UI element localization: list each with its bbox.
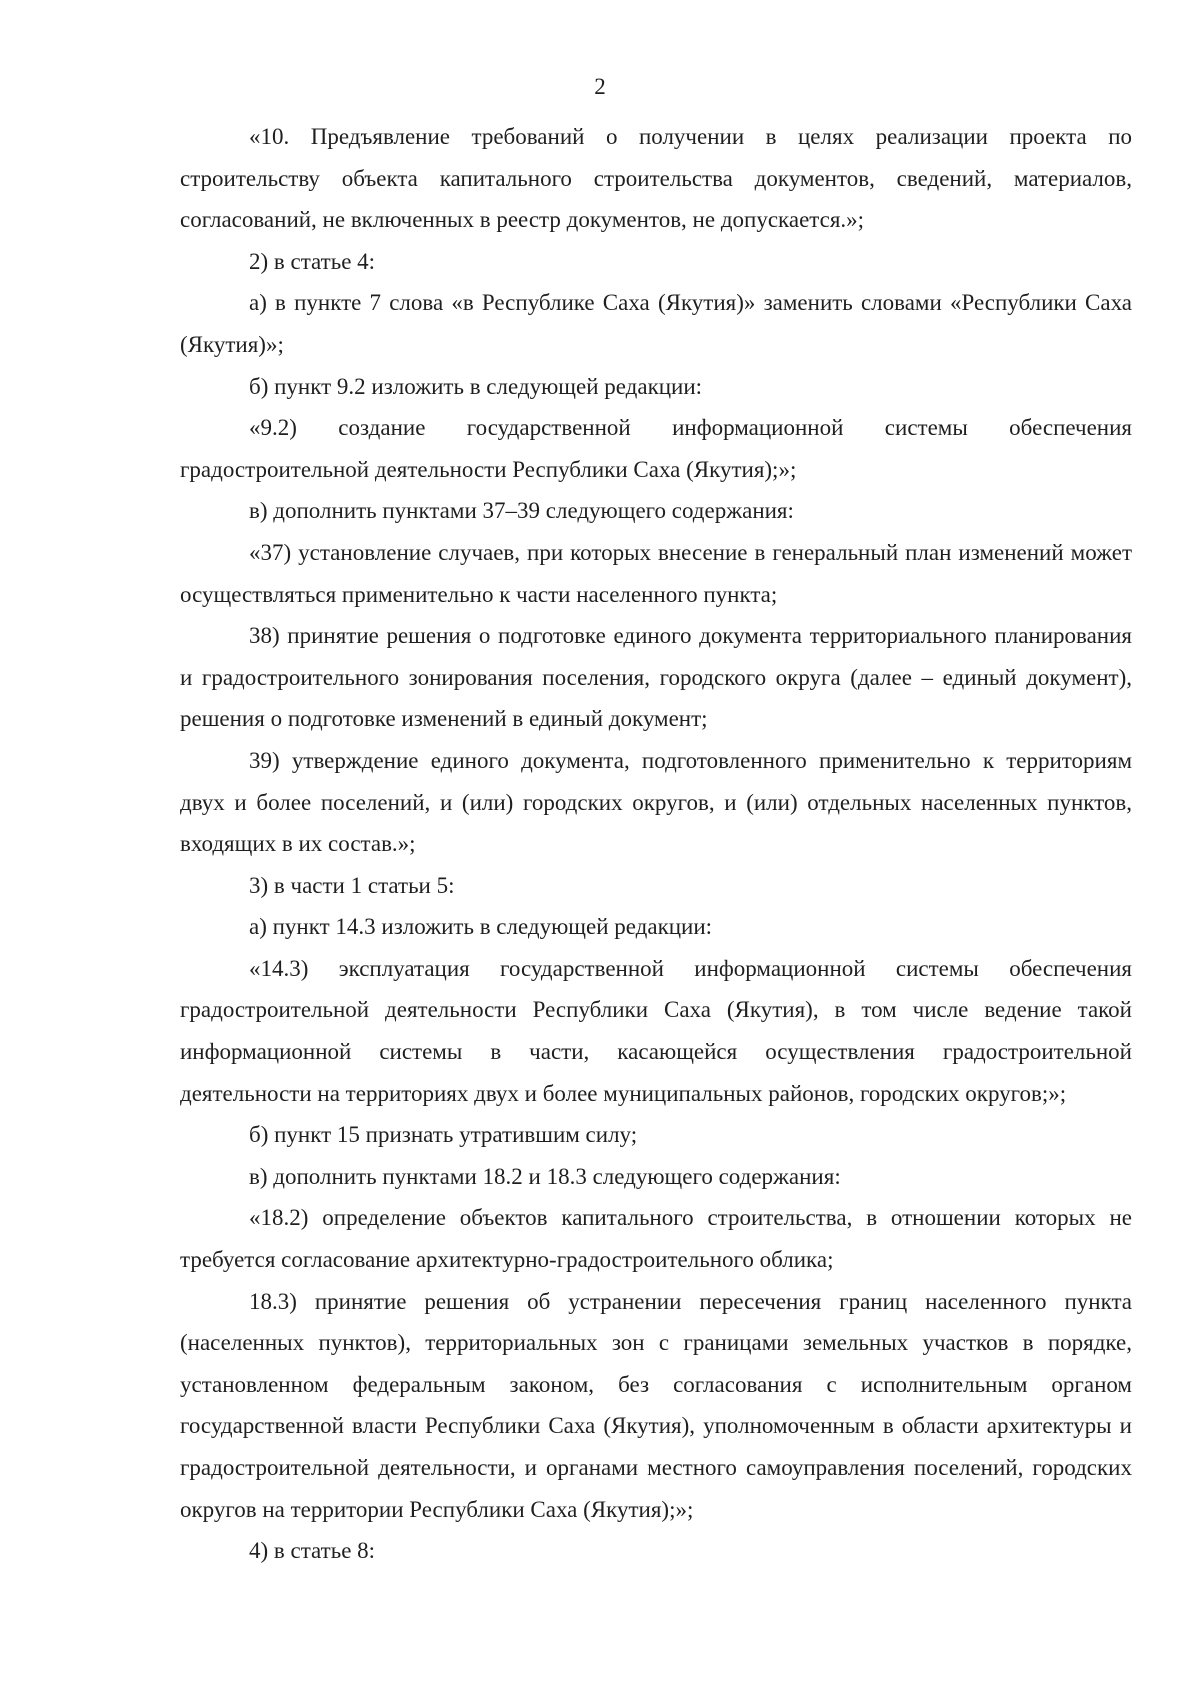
paragraph: 2) в статье 4:: [249, 248, 376, 274]
paragraph: «37) установление случаев, при которых внесение в генеральный план изменений может осуществляться применительно к части населенного пункта;: [180, 539, 1132, 607]
paragraph: 18.3) принятие решения об устранении пересечения границ населенного пункта (населенных пунктов), территориальных зон с границами земельных участков в порядке, установленном федеральным законом, без согласования с исполнительным органом государственной власти Республики Саха (Якутия), уполномоченным в области архитектуры и градостроительной деятельности, и органами местного самоуправления поселений, городских округов на территории Республики Саха (Якутия);»;: [180, 1288, 1132, 1522]
page-number: 2: [594, 74, 606, 99]
paragraph: б) пункт 9.2 изложить в следующей редакции:: [249, 373, 703, 399]
paragraph: в) дополнить пунктами 18.2 и 18.3 следующего содержания:: [249, 1163, 841, 1189]
paragraph: в) дополнить пунктами 37–39 следующего содержания:: [249, 498, 794, 524]
paragraph: 4) в статье 8:: [249, 1538, 376, 1564]
paragraph: 38) принятие решения о подготовке единого документа территориального планирования и градостроительного зонирования поселения, городского округа (далее – единый документ), решения о подготовке изменений в единый документ;: [180, 623, 1132, 732]
document-body: [180, 116, 1132, 1572]
paragraph: «18.2) определение объектов капитального строительства, в отношении которых не требуется согласование архитектурно-градостроительного облика;: [180, 1205, 1132, 1273]
paragraph: 39) утверждение единого документа, подготовленного применительно к территориям двух и более поселений, и (или) городских округов, и (или) отдельных населенных пунктов, входящих в их состав.»;: [180, 747, 1132, 857]
paragraph: «10. Предъявление требований о получении в целях реализации проекта по строительству объекта капитального строительства документов, сведений, материалов, согласований, не включенных в реестр документов, не допускается.»;: [180, 124, 1132, 233]
paragraph: б) пункт 15 признать утратившим силу;: [249, 1122, 638, 1148]
paragraph: 3) в части 1 статьи 5:: [249, 872, 455, 898]
paragraph: а) в пункте 7 слова «в Республике Саха (Якутия)» заменить словами «Республики Саха (Якутия)»;: [180, 290, 1132, 357]
paragraph: «14.3) эксплуатация государственной информационной системы обеспечения градостроительной деятельности Республики Саха (Якутия), в том числе ведение такой информационной системы в части, касающейся осуществления градостроительной деятельности на территориях двух и более муниципальных районов, городских округов;»;: [180, 955, 1132, 1106]
paragraph: «9.2) создание государственной информационной системы обеспечения градостроительной деятельности Республики Саха (Якутия);»;: [180, 415, 1132, 482]
paragraph: а) пункт 14.3 изложить в следующей редакции:: [249, 914, 713, 940]
